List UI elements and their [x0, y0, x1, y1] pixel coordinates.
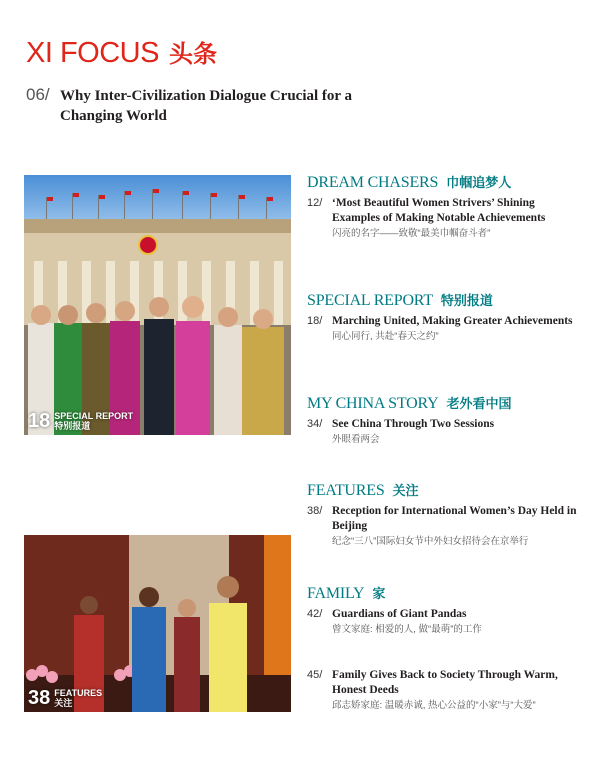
special-report-illustration: [24, 175, 291, 435]
section-title-en: FEATURES: [307, 482, 385, 499]
photo-page-number: 18: [28, 410, 51, 432]
entry-page-number: 38/: [307, 505, 323, 517]
entry-page-number: 12/: [307, 197, 323, 209]
section-title-en: FAMILY: [307, 585, 365, 602]
section-heading: [307, 172, 577, 192]
section-title-en: SPECIAL REPORT: [307, 292, 433, 309]
toc-entry[interactable]: [307, 668, 577, 712]
entry-title-cn: 闪亮的名字——致敬“最美巾帼奋斗者”: [332, 228, 491, 239]
entry-title[interactable]: Guardians of Giant Pandas: [332, 608, 467, 620]
toc-entry[interactable]: [307, 504, 577, 548]
photo-section-en: FEATURES: [54, 688, 103, 698]
entry-title[interactable]: Marching United, Making Greater Achievements: [332, 315, 573, 327]
photo-section-cn: 关注: [54, 698, 73, 708]
header-title-en: XI FOCUS: [26, 37, 159, 69]
entry-page-number: 45/: [307, 669, 323, 681]
section-title-en: DREAM CHASERS: [307, 174, 439, 191]
feature-page-number: 06/: [26, 85, 50, 104]
entry-page-number: 18/: [307, 315, 323, 327]
special-report-badge: [28, 411, 133, 431]
toc-entry[interactable]: [307, 607, 577, 636]
entry-title-cn: 同心同行, 共赴“春天之约”: [332, 331, 439, 342]
features-illustration: [24, 535, 291, 712]
section-heading: [307, 290, 577, 310]
entry-page-number: 34/: [307, 418, 323, 430]
section-my-china-story: [307, 393, 577, 446]
section-title-cn: 老外看中国: [446, 396, 512, 411]
entry-title[interactable]: See China Through Two Sessions: [332, 418, 495, 430]
features-badge: [28, 688, 102, 708]
section-dream-chasers: [307, 172, 577, 240]
section-title-cn: 家: [372, 586, 386, 601]
entry-title-cn: 外眼看两会: [332, 434, 380, 445]
entry-title-cn: 邱志娇家庭: 温暖赤诚, 热心公益的“小家”与“大爱”: [332, 700, 536, 711]
section-special-report: [307, 290, 577, 343]
section-title-cn: 关注: [392, 483, 419, 498]
entry-title[interactable]: ‘Most Beautiful Women Strivers’ Shining Examples of Making Notable Achievements: [332, 197, 546, 224]
entry-title-cn: 纪念“三八”国际妇女节中外妇女招待会在京举行: [332, 536, 529, 547]
section-features: [307, 480, 577, 548]
features-photo[interactable]: [24, 535, 291, 712]
toc-entry[interactable]: [307, 196, 577, 240]
entry-title[interactable]: Reception for International Women’s Day Held in Beijing: [332, 505, 577, 532]
photo-section-en: SPECIAL REPORT: [54, 411, 134, 421]
page-header: [26, 34, 217, 70]
section-title-en: MY CHINA STORY: [307, 395, 439, 412]
section-title-cn: 巾帼追梦人: [446, 175, 512, 190]
entry-title[interactable]: Family Gives Back to Society Through Warm, Honest Deeds: [332, 669, 558, 696]
section-heading: [307, 480, 577, 500]
toc-entry[interactable]: [307, 314, 577, 343]
feature-title[interactable]: Why Inter-Civilization Dialogue Crucial for a Changing World: [60, 88, 353, 124]
header-title-cn: 头条: [168, 41, 217, 68]
photo-section-cn: 特别报道: [54, 421, 91, 431]
section-family: [307, 583, 577, 712]
entry-page-number: 42/: [307, 608, 323, 620]
section-title-cn: 特别报道: [440, 293, 493, 308]
section-heading: [307, 583, 577, 603]
photo-page-number: 38: [28, 687, 51, 709]
entry-title-cn: 曾文家庭: 相爱的人, 做“最萌”的工作: [332, 624, 482, 635]
special-report-photo[interactable]: [24, 175, 291, 435]
section-heading: [307, 393, 577, 413]
toc-entry[interactable]: [307, 417, 577, 446]
